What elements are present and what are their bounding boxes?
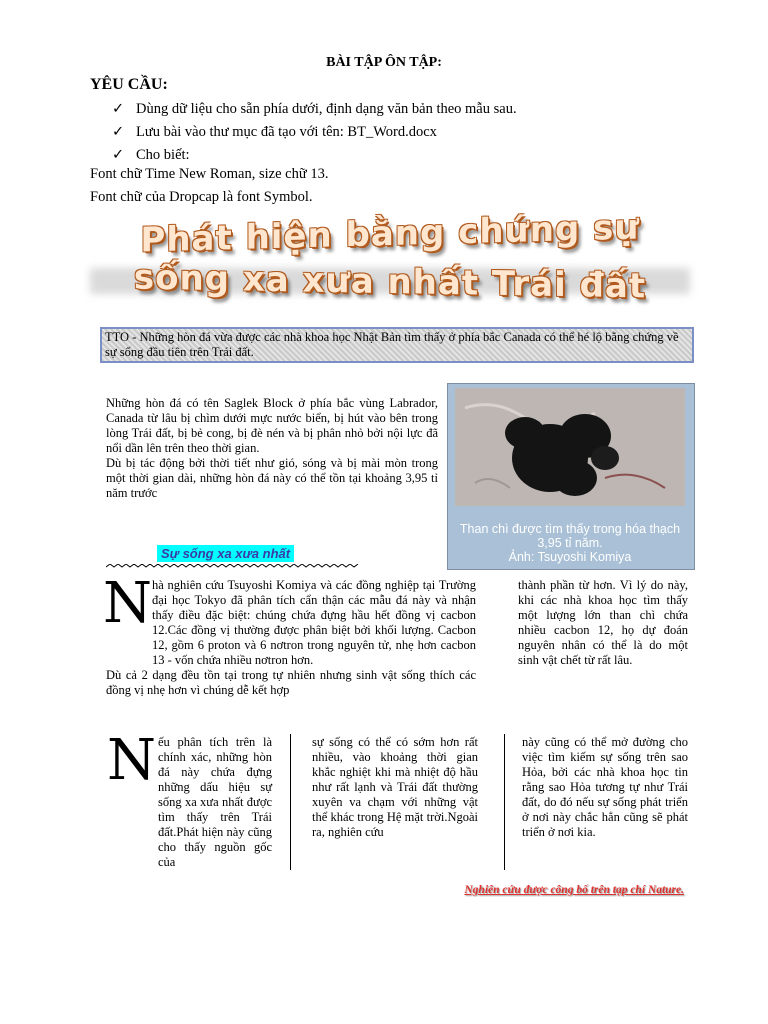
requirements-list <box>112 98 517 167</box>
font-note: Font chữ Time New Roman, size chữ 13. <box>90 166 329 182</box>
requirements-heading: YÊU CẦU: <box>90 76 168 93</box>
section-subheading: Sự sống xa xưa nhất <box>157 545 294 562</box>
requirement-text: Lưu bài vào thư mục đã tạo với tên: BT_Word.docx <box>136 124 437 140</box>
list-item <box>112 121 517 144</box>
lead-box: TTO - Những hòn đá vừa được các nhà khoa học Nhật Bản tìm thấy ở phía bắc Canada có thể hé lộ bằng chứng về sự sống đầu tiên trên Trái đất. <box>100 327 694 363</box>
column-1-text <box>106 728 272 870</box>
column-divider <box>290 734 291 870</box>
graphite-photo <box>455 388 685 506</box>
dropcap-font-note: Font chữ của Dropcap là font Symbol. <box>90 189 313 205</box>
page-title: BÀI TẬP ÔN TẬP: <box>326 55 442 70</box>
intro-text <box>106 396 438 501</box>
section2-right-column: thành phần từ hơn. Vì lý do này, khi các nhà khoa học tìm thấy một lượng lớn than chì chứa nhiều cacbon 12, họ dự đoán nguyên nhân có thể là do một sinh vật chết từ rất lâu. <box>518 578 688 667</box>
wordart-title-line-1: Phát hiện bằng chứng sự <box>140 207 640 261</box>
list-item <box>112 98 517 121</box>
photo-caption-text: Than chì được tìm thấy trong hóa thạch 3,95 tỉ năm. <box>459 522 681 550</box>
column-divider <box>504 734 505 870</box>
checkmark-icon: ✓ <box>112 101 125 117</box>
column-3-text: này cũng có thể mở đường cho việc tìm kiếm sự sống trên sao Hỏa, bởi các nhà khoa học tin rằng sao Hỏa tương tự như Trái đất, do đó nếu sự sống phát triển ở nơi này chắc hẳn cũng sẽ phát triển ở nơi kia. <box>522 735 688 839</box>
list-item <box>112 144 517 167</box>
wordart-title-line-2: sống xa xưa nhất Trái đất <box>133 257 647 307</box>
section2-paragraph-1: hà nghiên cứu Tsuyoshi Komiya và các đồng nghiệp tại Trường đại học Tokyo đã phân tích cẩn thận các mẫu đá này và nhận thấy điều đặc biệt: chúng chứa đựng hầu hết đồng vị cacbon 12.Các đồng vị thường được phân biệt bởi khối lượng. Cacbon 12, gồm 6 proton và 6 nơtron trong nguyên tử, nhẹ hơn cacbon 13 - vốn chứa nhiều nơtron hơn. <box>152 578 476 667</box>
dropcap-letter: N <box>103 571 152 636</box>
section2-left-text <box>106 578 476 698</box>
column-1-paragraph: ếu phân tích trên là chính xác, những hòn đá này chứa đựng những dấu hiệu sự sống xa xưa nhất được tìm thấy trên Trái đất.Phát hiện này cũng cho thấy nguồn gốc của <box>158 735 272 869</box>
photo-caption <box>447 522 693 564</box>
checkmark-icon: ✓ <box>112 124 125 140</box>
source-note: Nghiên cứu được công bố trên tạp chí Nature. <box>464 884 684 896</box>
zigzag-underline <box>106 564 360 570</box>
photo-credit: Ảnh: Tsuyoshi Komiya <box>508 550 632 564</box>
section2-paragraph-2: Dù cả 2 dạng đều tồn tại trong tự nhiên nhưng sinh vật sống thích các đồng vị nhẹ hơn vì chúng dễ kết hợp <box>106 668 476 697</box>
column-2-text: sự sống có thể có sớm hơn rất nhiều, vào khoảng thời gian khắc nghiệt khi mà nhiệt độ hầu như rất lạnh và Trái đất thường xuyên va chạm với những vật thể khác trong Hệ mặt trời.Ngoài ra, nghiên cứu <box>312 735 478 839</box>
checkmark-icon: ✓ <box>112 147 125 163</box>
intro-paragraph-2: Dù bị tác động bởi thời tiết như gió, sóng và bị mài mòn trong một thời gian dài, những hòn đá này có thể tồn tại khoảng 3,95 tỉ năm trước <box>106 456 438 500</box>
requirement-text: Dùng dữ liệu cho sẵn phía dưới, định dạng văn bản theo mẫu sau. <box>136 101 517 117</box>
intro-paragraph-1: Những hòn đá có tên Saglek Block ở phía bắc vùng Labrador, Canada từ lâu bị chìm dưới mực nước biển, bị hút vào bên trong lòng Trái đất, bị bẻ cong, bị đè nén và bị phân nhỏ bởi nội lực đã nổi dần lên trên theo thời gian. <box>106 396 438 455</box>
requirement-text: Cho biết: <box>136 147 190 163</box>
dropcap-letter: N <box>107 728 156 793</box>
graphite-image <box>455 388 685 506</box>
